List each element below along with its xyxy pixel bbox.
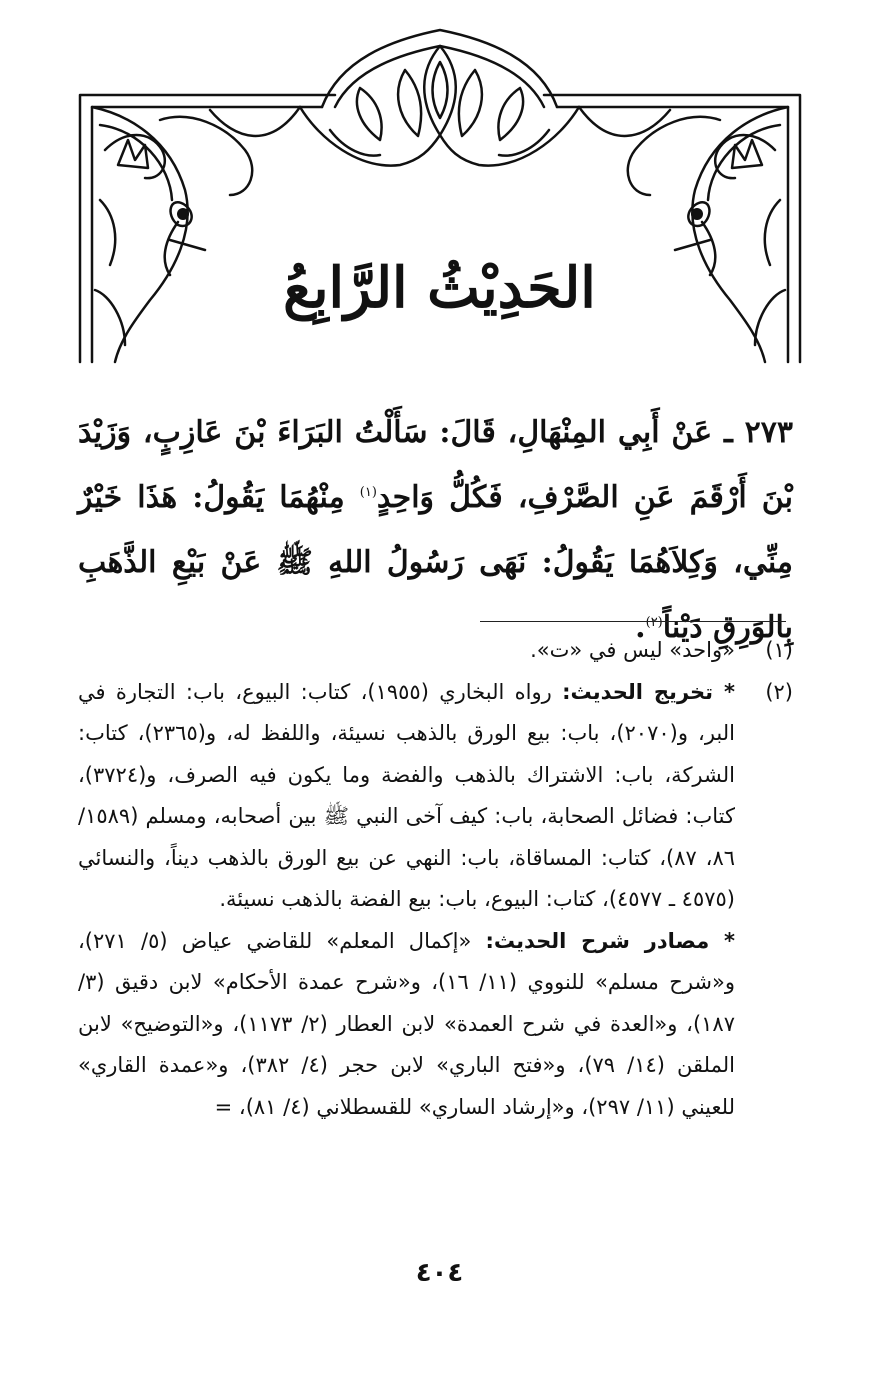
footnote-text: «واحد» ليس في «ت». <box>530 638 735 662</box>
footnote-ref-2[interactable]: (٢) <box>645 615 663 630</box>
sources-text: «إكمال المعلم» للقاضي عياض (٥/ ٢٧١)، و«شرح مسلم» للنووي (١١/ ١٦)، و«شرح عمدة الأحكام» لابن دقيق (٣/ ١٨٧)، و«العدة في شرح العمدة» لابن العطار (٢/ ١١٧٣)، و«التوضيح» لابن الملقن (١٤/ ٧٩)، و«فتح الباري» لابن حجر (٤/ ٣٨٢)، و«عمدة القاري» للعيني (١١/ ٢٩٧)، و«إرشاد الساري» للقسطلاني (٤/ ٨١)، = <box>78 928 735 1119</box>
takhrij-text: رواه البخاري (١٩٥٥)، كتاب: البيوع، باب: التجارة في البر، و(٢٠٧٠)، باب: بيع الورق بالذهب نسيئة، واللفظ له، و(٢٣٦٥)، كتاب: الشركة، باب: الاشتراك بالذهب والفضة وما يكون فيه الصرف، و(٣٧٢٤)، كتاب: فضائل الصحابة، باب: كيف آخى النبي ﷺ بين أصحابه، ومسلم (١٥٨٩/ ٨٦، ٨٧)، كتاب: المساقاة، باب: النهي عن بيع الورق بالذهب ديناً، والنسائي (٤٥٧٥ ـ ٤٥٧٧)، كتاب: البيوع، باب: بيع الفضة بالذهب نسيئة. <box>78 679 735 911</box>
footnote-separator <box>480 621 786 622</box>
takhrij-label: * تخريج الحديث: <box>562 679 735 704</box>
footnotes <box>78 630 793 1128</box>
hadith-text-part-1: ـ عَنْ أَبِي المِنْهَالِ، قَالَ: سَأَلْتُ البَرَاءَ بْنَ عَازِبٍ، وَزَيْدَ بْنَ أَرْقَمَ عَنِ الصَّرْفِ، فَكُلُّ وَاحِدٍ <box>78 415 793 515</box>
page-number: ٤٠٤ <box>415 1258 464 1288</box>
footnote-2 <box>78 672 793 1129</box>
hadith-number: ٢٧٣ <box>744 415 793 450</box>
takhrij-paragraph <box>78 672 735 921</box>
footnote-number: (١) <box>765 638 793 662</box>
page-title: الحَدِيْثُ الرَّابِعُ <box>283 255 596 321</box>
footnote-ref-1[interactable]: (١) <box>359 485 377 500</box>
footnote-number: (٢) <box>765 679 793 704</box>
hadith-text-end: . <box>635 610 646 645</box>
sources-label: * مصادر شرح الحديث: <box>485 928 735 953</box>
hadith-text-part-2: مِنْهُمَا يَقُولُ: هَذَا خَيْرٌ مِنِّي، وَكِلاَهُمَا يَقُولُ: نَهَى رَسُولُ اللهِ ﷺ عَنْ بَيْعِ الذَّهَبِ بِالوَرِقِ دَيْناً <box>78 480 793 645</box>
sources-paragraph <box>78 921 735 1129</box>
footnote-1 <box>78 630 793 672</box>
